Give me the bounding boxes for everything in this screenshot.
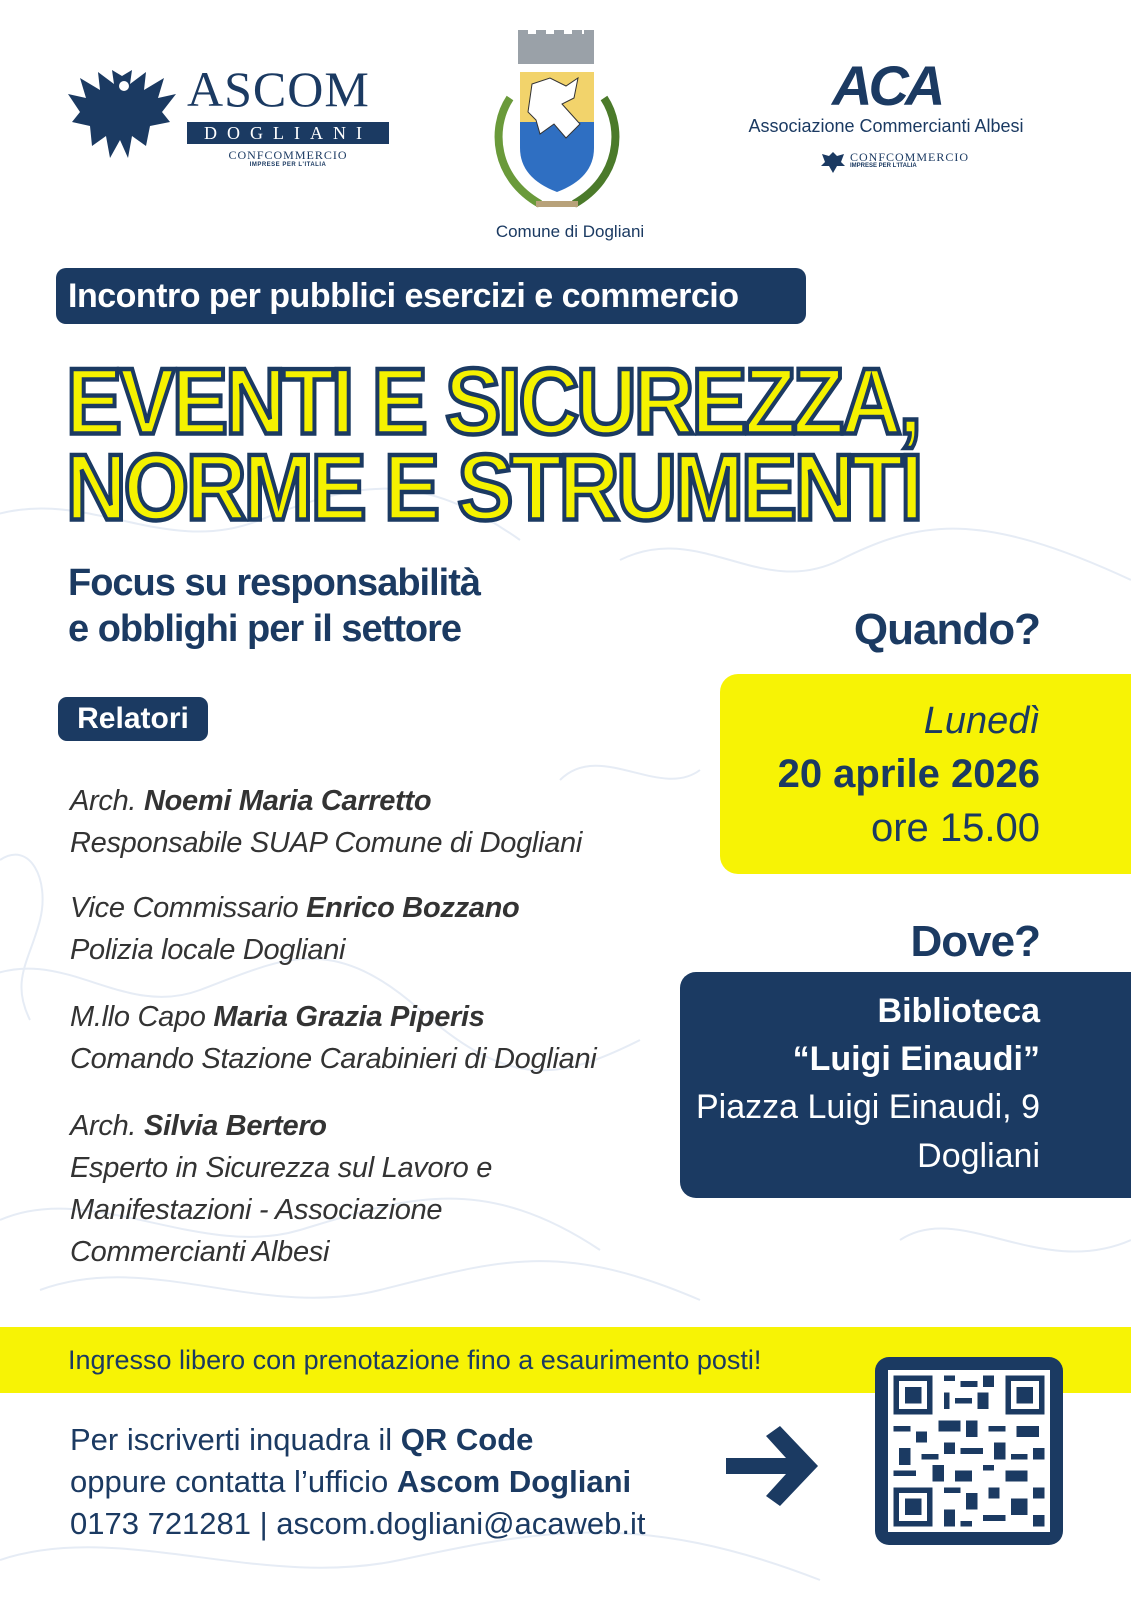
aca-logo-tagline: IMPRESE PER L'ITALIA <box>850 163 917 169</box>
confcommercio-eagle-icon <box>820 150 846 174</box>
speaker-name: Enrico Bozzano <box>306 892 520 924</box>
speaker-title: Arch. <box>70 785 137 817</box>
speaker-role: Esperto in Sicurezza sul Lavoro e <box>70 1152 493 1184</box>
speaker-role: Comando Stazione Carabinieri di Dogliani <box>70 1043 597 1075</box>
when-date: 20 aprile 2026 <box>777 752 1040 796</box>
office-name: Ascom Dogliani <box>396 1464 632 1499</box>
ascom-logo-sub: DOGLIANI <box>187 122 389 144</box>
ascom-logo-name: ASCOM <box>187 61 370 117</box>
speaker-role: Polizia locale Dogliani <box>70 934 346 966</box>
registration-text: Per iscriverti inquadra il <box>70 1422 401 1457</box>
when-day: Lunedì <box>923 700 1040 742</box>
registration-line-2 <box>70 1464 631 1500</box>
registration-line-1 <box>70 1422 533 1458</box>
speaker-title: M.llo Capo <box>70 1001 206 1033</box>
where-city: Dogliani <box>917 1137 1040 1175</box>
when-heading: Quando? <box>853 605 1040 654</box>
aca-logo-name: Associazione Commercianti Albesi <box>748 116 1024 136</box>
aca-logo-confcommercio: CONFCOMMERCIO <box>850 150 970 164</box>
speaker-role: Manifestazioni - Associazione <box>70 1194 443 1226</box>
where-heading: Dove? <box>910 917 1040 966</box>
focus-line-1: Focus su responsabilità <box>68 562 480 604</box>
where-venue-name: “Luigi Einaudi” <box>792 1040 1040 1078</box>
coat-of-arms-icon <box>470 28 670 218</box>
speaker-name: Silvia Bertero <box>143 1110 327 1142</box>
ascom-logo-tagline: IMPRESE PER L'ITALIA <box>249 162 327 168</box>
registration-contact[interactable]: 0173 721281 | ascom.dogliani@acaweb.it <box>70 1506 646 1541</box>
comune-label: Comune di Dogliani <box>495 222 645 241</box>
arrow-right-icon <box>722 1424 822 1508</box>
speaker-1 <box>70 780 582 864</box>
speaker-2 <box>70 887 519 971</box>
entry-banner-text: Ingresso libero con prenotazione fino a esaurimento posti! <box>68 1345 762 1375</box>
eagle-icon <box>66 66 178 166</box>
speakers-heading: Relatori <box>58 697 208 741</box>
speaker-name: Noemi Maria Carretto <box>143 785 432 817</box>
aca-logo-abbr: ACA <box>832 54 942 117</box>
speaker-role: Responsabile SUAP Comune di Dogliani <box>70 827 583 859</box>
ascom-logo-confcommercio: CONFCOMMERCIO <box>228 148 348 162</box>
speaker-4 <box>70 1105 492 1273</box>
speaker-role: Commercianti Albesi <box>70 1236 330 1268</box>
event-title-line-1: EVENTI E SICUREZZA, <box>66 348 920 454</box>
speaker-title: Arch. <box>70 1110 137 1142</box>
speaker-3 <box>70 996 596 1080</box>
speaker-title: Vice Commissario <box>70 892 299 924</box>
speaker-name: Maria Grazia Piperis <box>213 1001 485 1033</box>
event-subtitle-pill: Incontro per pubblici esercizi e commercio <box>56 268 806 324</box>
qr-code-icon[interactable] <box>888 1370 1050 1532</box>
registration-text: oppure contatta l’ufficio <box>70 1464 397 1499</box>
event-title-line-2: NORME E STRUMENTI <box>66 434 921 540</box>
focus-line-2: e obblighi per il settore <box>68 608 462 650</box>
where-venue: Biblioteca <box>877 992 1040 1030</box>
qr-code-label: QR Code <box>400 1422 534 1457</box>
when-time: ore 15.00 <box>870 806 1040 850</box>
where-address: Piazza Luigi Einaudi, 9 <box>695 1088 1040 1126</box>
